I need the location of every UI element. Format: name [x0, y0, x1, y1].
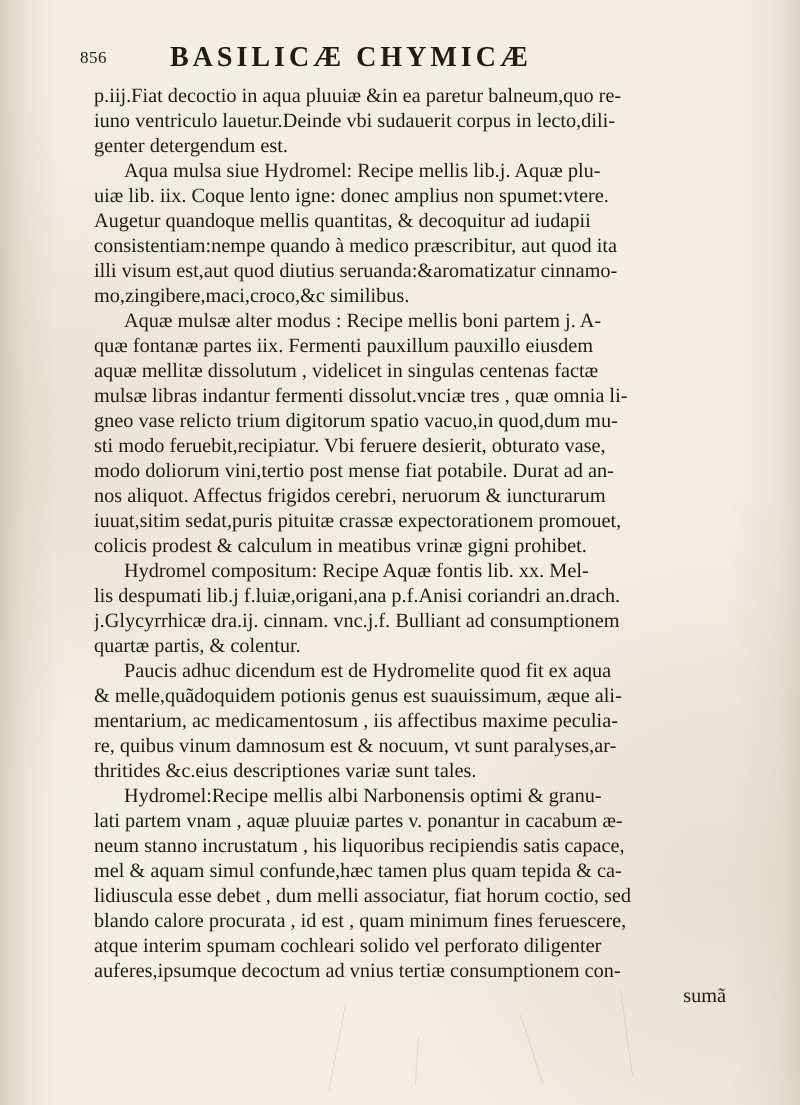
- text-line: genter detergendum est.: [94, 135, 288, 157]
- paper-mark: [415, 1038, 419, 1086]
- text-line: iuuat,sitim sedat,puris pituitæ crassæ expectorationem promouet,: [94, 510, 622, 532]
- text-line: lidiuscula esse debet , dum melli associatur, fiat horum coctio, sed: [94, 885, 632, 907]
- text-line: uiæ lib. iix. Coque lento igne: donec amplius non spumet:vtere.: [94, 185, 609, 207]
- text-line: auferes,ipsumque decoctum ad vnius tertiæ consumptionem con-: [94, 960, 621, 982]
- text-line: p.iij.Fiat decoctio in aqua pluuiæ &in ea paretur balneum,quo re-: [94, 85, 622, 107]
- text-line: gneo vase relicto trium digitorum spatio vacuo,in quod,dum mu-: [94, 410, 618, 432]
- text-line: colicis prodest & calculum in meatibus vrinæ gigni prohibet.: [94, 535, 587, 557]
- text-line: illi visum est,aut quod diutius seruanda:&aromatizatur cinnamo-: [94, 260, 618, 282]
- paper-mark: [329, 1005, 346, 1090]
- text-line: atque interim spumam cochleari solido vel perforato diligenter: [94, 935, 602, 957]
- text-line: thritides &c.eius descriptiones variæ sunt tales.: [94, 760, 477, 782]
- paragraph-start-line: Hydromel:Recipe mellis albi Narbonensis optimi & granu-: [124, 785, 602, 807]
- text-line: mentarium, ac medicamentosum , iis affectibus maxime peculia-: [94, 710, 618, 732]
- page-number: 856: [80, 48, 107, 67]
- text-line: re, quibus vinum damnosum est & nocuum, vt sunt paralyses,ar-: [94, 735, 617, 757]
- text-line: quæ fontanæ partes iix. Fermenti pauxillum pauxillo eiusdem: [94, 335, 594, 357]
- paragraph-start-line: Hydromel compositum: Recipe Aquæ fontis lib. xx. Mel-: [124, 560, 589, 582]
- catchword: sumã: [683, 985, 726, 1007]
- text-line: lis despumati lib.j f.luiæ,origani,ana p.f.Anisi coriandri an.drach.: [94, 585, 621, 607]
- paper-mark: [520, 1015, 543, 1084]
- text-line: Augetur quandoque mellis quantitas, & decoquitur ad iudapii: [94, 210, 591, 232]
- text-line: mulsæ libras indantur fermenti dissolut.vnciæ tres , quæ omnia li-: [94, 385, 628, 407]
- text-line: consistentiam:nempe quando à medico præscribitur, aut quod ita: [94, 235, 617, 257]
- body-text: [94, 84, 726, 1009]
- text-line: aquæ mellitæ dissolutum , videlicet in singulas centenas factæ: [94, 360, 599, 382]
- running-head: BASILICÆ CHYMICÆ: [170, 42, 532, 73]
- page-header: [80, 42, 700, 76]
- text-line: quartæ partis, & colentur.: [94, 635, 301, 657]
- text-line: nos aliquot. Affectus frigidos cerebri, neruorum & iuncturarum: [94, 485, 606, 507]
- page-edge-shadow: [782, 0, 800, 1105]
- paragraph-start-line: Aqua mulsa siue Hydromel: Recipe mellis lib.j. Aquæ plu-: [124, 160, 601, 182]
- paragraph-start-line: Aquæ mulsæ alter modus : Recipe mellis boni partem j. A-: [124, 310, 602, 332]
- paragraph-start-line: Paucis adhuc dicendum est de Hydromelite quod fit ex aqua: [124, 660, 612, 682]
- text-line: j.Glycyrrhicæ dra.ij. cinnam. vnc.j.f. Bulliant ad consumptionem: [94, 610, 620, 632]
- text-line: mel & aquam simul confunde,hæc tamen plus quam tepida & ca-: [94, 860, 622, 882]
- text-line: modo doliorum vini,tertio post mense fiat potabile. Durat ad an-: [94, 460, 614, 482]
- text-line: sti modo feruebit,recipiatur. Vbi feruere desierit, obturato vase,: [94, 435, 606, 457]
- text-line: iuno ventriculo lauetur.Deinde vbi sudauerit corpus in lecto,dili-: [94, 110, 615, 132]
- text-line: mo,zingibere,maci,croco,&c similibus.: [94, 285, 410, 307]
- text-line: blando calore procurata , id est , quam minimum fines feruescere,: [94, 910, 627, 932]
- text-line: lati partem vnam , aquæ pluuiæ partes v. ponantur in cacabum æ-: [94, 810, 623, 832]
- text-line: neum stanno incrustatum , his liquoribus recipiendis satis capace,: [94, 835, 625, 857]
- text-line: & melle,quãdoquidem potionis genus est suauissimum, æque ali-: [94, 685, 622, 707]
